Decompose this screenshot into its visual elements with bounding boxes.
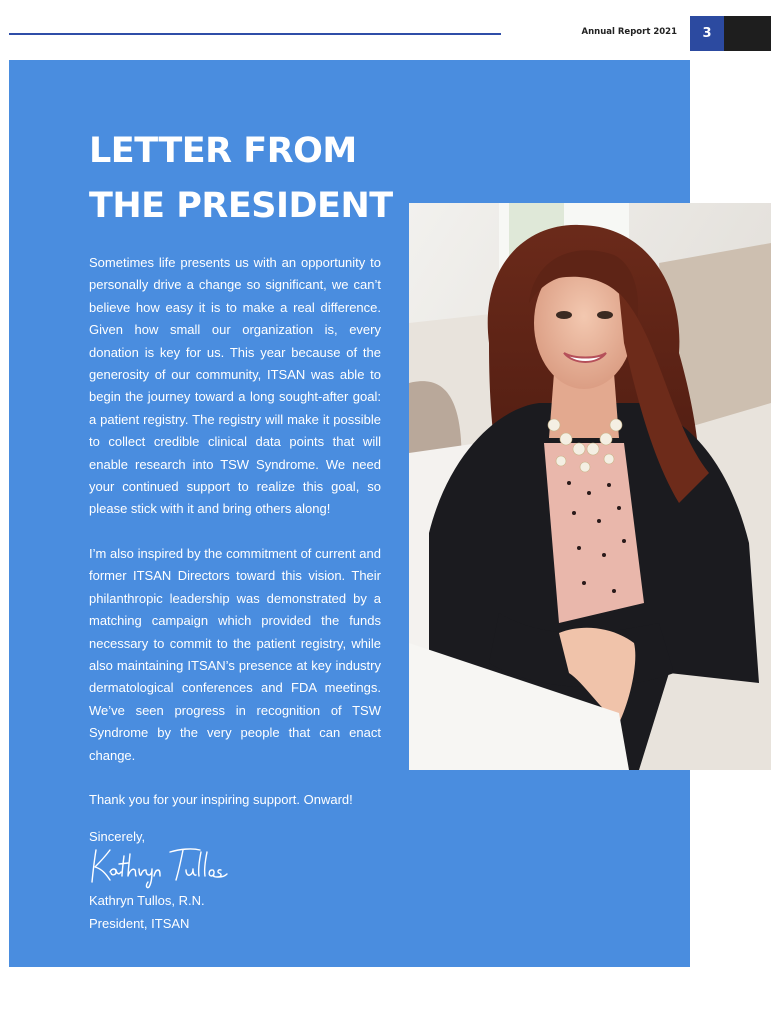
signatory-block [89,890,205,935]
report-label: Annual Report 2021 [581,27,677,37]
salutation: Sincerely, [89,829,146,844]
page-number: 3 [690,16,724,51]
letter-paragraph: Sometimes life presents us with an opportunity to personally drive a change so significant, we can’t believe how easy it is to make a real difference. Given how small our organization is, every donation is key for us. This year because of the generosity of our community, ITSAN was able to begin the journey toward a long sought-after goal: a patient registry. The registry will make it possible to collect credible clinical data points that will enable research into TSW Syndrome. We need your continued support to realize this goal, so please stick with it and bring others along! [89,255,381,517]
page-title: LETTER FROM THE PRESIDENT [89,131,393,226]
portrait-illustration [409,203,771,770]
president-portrait-photo [409,203,771,770]
letter-body [89,252,381,833]
letter-paragraph: Thank you for your inspiring support. Onward! [89,791,353,807]
page-number-dark-block [724,16,771,51]
header-rule [9,33,501,35]
letter-paragraph: I’m also inspired by the commitment of current and former ITSAN Directors toward this vision. Their philanthropic leadership was demonstrated by a matching campaign which provided the funds necessary to commit to the patient registry, while also maintaining ITSAN’s presence at key industry dermatological conferences and FDA meetings. We’ve seen progress in recognition of TSW Syndrome by the very people that can enact change. [89,545,381,763]
signatory-name: Kathryn Tullos, R.N. [89,893,205,908]
signatory-role: President, ITSAN [89,915,190,931]
signature-image [88,842,228,890]
